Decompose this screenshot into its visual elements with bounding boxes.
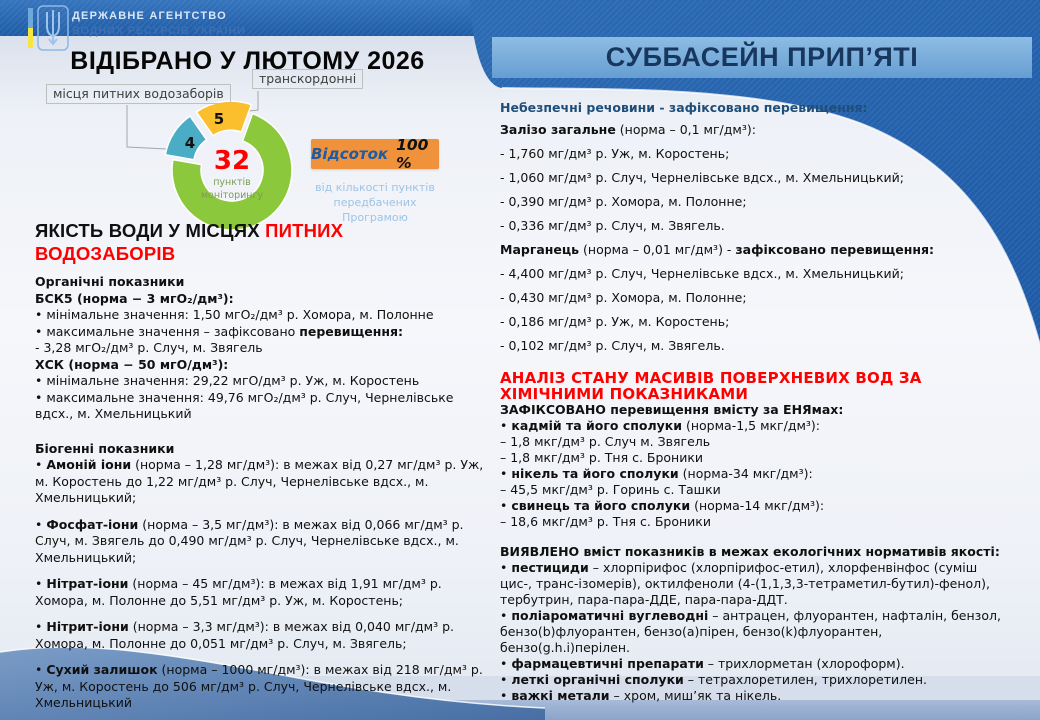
text-line: - 1,760 мг/дм³ р. Уж, м. Коростень; bbox=[500, 146, 730, 161]
right-title: СУББАСЕЙН ПРИП’ЯТІ bbox=[605, 42, 919, 72]
text-line: • максимальне значення: 49,76 мгО₂/дм³ р. Случ, Чернелівське вдсх., м. Хмельницький bbox=[35, 389, 454, 421]
text-line: - 1,060 мг/дм³ р. Случ, Чернелівське вдсх., м. Хмельницький; bbox=[500, 170, 904, 185]
donut-value-transboundary: 5 bbox=[213, 110, 225, 128]
right-title-banner bbox=[492, 37, 1032, 78]
agency-name-line1: ДЕРЖАВНЕ АГЕНТСТВО bbox=[72, 10, 227, 22]
text-line: • максимальне значення – зафіксовано перевищення: bbox=[35, 323, 404, 339]
text-line: ЗАФІКСОВАНО перевищення вмісту за ЕНЯмах: bbox=[500, 402, 844, 417]
text-line: • Амоній іони (норма – 1,28 мг/дм³): в межах від 0,27 мг/дм³ р. Уж, м. Коростень до 1,22 мг/дм³ р. Случ, Чернелівське вдсх., м. Хмельницький; bbox=[35, 457, 484, 505]
percent-box bbox=[311, 136, 439, 172]
text-line: • кадмій та його сполуки (норма-1,5 мкг/дм³): bbox=[500, 418, 821, 433]
percent-value: 100 % bbox=[396, 136, 429, 172]
donut-center-label2: моніторингу bbox=[200, 190, 264, 201]
text-line: • Нітрит-іони (норма – 3,3 мг/дм³): в межах від 0,040 мг/дм³ р. Хомора, м. Полонне до 0,051 мг/дм³ р. Случ, м. Звягель; bbox=[35, 619, 455, 651]
text-line: – 18,6 мкг/дм³ р. Тня с. Броники bbox=[500, 514, 711, 529]
donut-center-value: 32 bbox=[213, 146, 251, 176]
text-line: ВИЯВЛЕНО вміст показників в межах екологічних нормативів якості: bbox=[500, 544, 1000, 559]
text-line: БСК5 (норма − 3 мгО₂/дм³): bbox=[35, 290, 234, 306]
text-line: • пестициди – хлорпірифос (хлорпірифос-етил), хлорфенвінфос (суміш цис-, транс-ізомерів), октилфеноли (4-(1,1,3,3-тетраметил-бутил)-фенол), тербутрин, пара-пара-ДДЕ, пара-пара-ДДТ. bbox=[500, 560, 991, 607]
percent-label: Відсоток bbox=[311, 145, 389, 163]
text-line: – 1,8 мкг/дм³ р. Тня с. Броники bbox=[500, 450, 704, 465]
text-line: • Фосфат-іони (норма – 3,5 мг/дм³): в межах від 0,066 мг/дм³ р. Случ, м. Звягель до 0,490 мг/дм³ р. Случ, Чернелівське вдсх., м. Хмельницький; bbox=[35, 516, 464, 565]
text-line: Біогенні показники bbox=[35, 440, 175, 456]
text-line: • мінімальне значення: 29,22 мгО/дм³ р. Уж, м. Коростень bbox=[35, 373, 420, 388]
callout-drinking-water-label: місця питних водозаборів bbox=[46, 84, 231, 104]
text-line: • леткі органічні сполуки – тетрахлоретилен, трихлоретилен. bbox=[500, 672, 927, 687]
text-line: • поліароматичні вуглеводні – антрацен, флуорантен, нафталін, бензол, бензо(b)флуорантен, бензо(а)пірен, бензо(k)флуорантен, бензо(g.h.i)перілен. bbox=[500, 608, 1001, 655]
right-column bbox=[500, 100, 1012, 704]
agency-name bbox=[72, 10, 246, 37]
donut-value-drinking-water: 4 bbox=[184, 134, 196, 152]
percent-caption-line1: від кількості пунктів bbox=[315, 181, 435, 194]
flag-blue-bar bbox=[28, 8, 33, 28]
text-line: Небезпечні речовини - зафіксовано перевищення: bbox=[500, 100, 868, 115]
text-line: ЯКІСТЬ ВОДИ У МІСЦЯХ ПИТНИХ ВОДОЗАБОРІВ bbox=[35, 220, 344, 264]
text-line: - 0,102 мг/дм³ р. Случ, м. Звягель. bbox=[500, 338, 725, 353]
text-line: • мінімальне значення: 1,50 мгО₂/дм³ р. Хомора, м. Полонне bbox=[35, 307, 434, 322]
text-line: • фармацевтичні препарати – трихлорметан (хлороформ). bbox=[500, 656, 905, 671]
percent-caption-line2: передбачених Програмою bbox=[333, 196, 417, 224]
text-line: - 0,336 мг/дм³ р. Случ, м. Звягель. bbox=[500, 218, 725, 233]
text-line: • важкі метали – хром, миш’як та нікель. bbox=[500, 688, 782, 703]
text-line: • свинець та його сполуки (норма-14 мкг/дм³): bbox=[500, 498, 825, 513]
donut-center-label1: пунктів bbox=[213, 177, 251, 188]
text-line: ХСК (норма − 50 мгО/дм³): bbox=[35, 356, 229, 372]
text-line: - 0,390 мг/дм³ р. Хомора, м. Полонне; bbox=[500, 194, 747, 209]
left-column bbox=[35, 219, 487, 712]
agency-name-line2: ВОДНИХ РЕСУРСІВ УКРАЇНИ bbox=[72, 25, 246, 37]
text-line: - 3,28 мгО₂/дм³ р. Случ, м. Звягель bbox=[35, 340, 263, 355]
text-line: Залізо загальне (норма – 0,1 мг/дм³): bbox=[500, 122, 756, 137]
text-line: АНАЛІЗ СТАНУ МАСИВІВ ПОВЕРХНЕВИХ ВОД ЗА bbox=[500, 369, 922, 387]
text-line: • Сухий залишок (норма – 1000 мг/дм³): в межах від 218 мг/дм³ р. Уж, м. Коростень до 506 мг/дм³ р. Случ, Чернелівське вдсх., м. Хмельницький bbox=[35, 662, 483, 710]
callout-transboundary-label: транскордонні bbox=[252, 69, 363, 89]
text-line: Марганець (норма – 0,01 мг/дм³) - зафіксовано перевищення: bbox=[500, 242, 934, 257]
text-line: – 45,5 мкг/дм³ р. Горинь с. Ташки bbox=[500, 482, 721, 497]
text-line: ХІМІЧНИМИ ПОКАЗНИКАМИ bbox=[500, 385, 749, 403]
text-line: • нікель та його сполуки (норма-34 мкг/дм³): bbox=[500, 466, 813, 481]
text-line: - 0,186 мг/дм³ р. Уж, м. Коростень; bbox=[500, 314, 730, 329]
text-line: - 4,400 мг/дм³ р. Случ, Чернелівське вдсх., м. Хмельницький; bbox=[500, 266, 904, 281]
text-line: – 1,8 мкг/дм³ р. Случ м. Звягель bbox=[500, 434, 711, 449]
text-line: • Нітрат-іони (норма – 45 мг/дм³): в межах від 1,91 мг/дм³ р. Хомора, м. Полонне до 5,51 мг/дм³ р. Уж, м. Коростень; bbox=[35, 576, 442, 608]
text-line: Органічні показники bbox=[35, 274, 185, 289]
text-line: - 0,430 мг/дм³ р. Хомора, м. Полонне; bbox=[500, 290, 747, 305]
flag-yellow-bar bbox=[28, 28, 33, 48]
left-title: ВІДІБРАНО У ЛЮТОМУ 2026 bbox=[70, 47, 425, 75]
